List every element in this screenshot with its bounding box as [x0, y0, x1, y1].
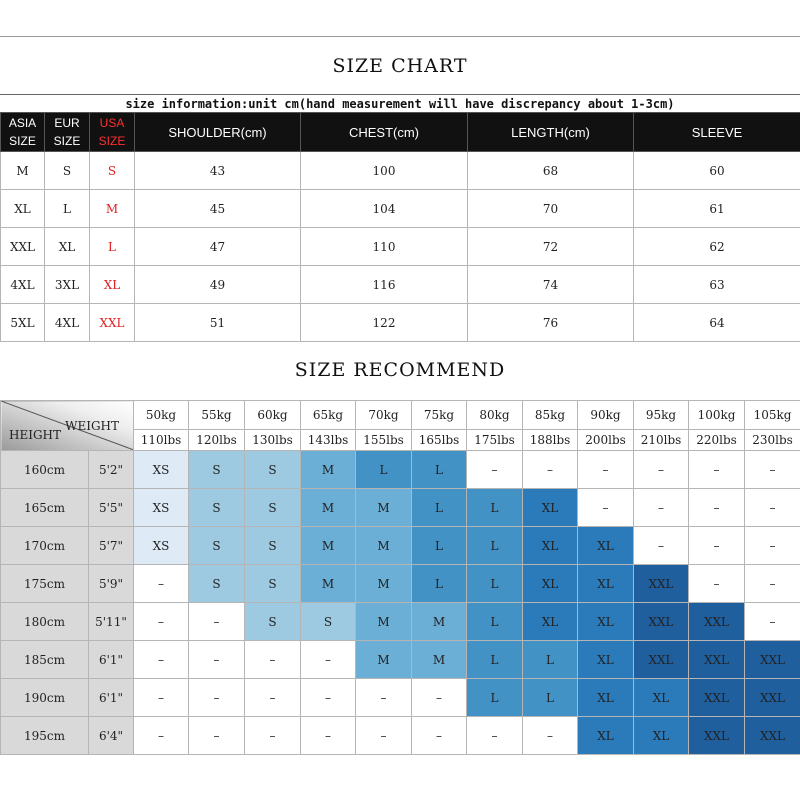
size-chart-table	[0, 112, 800, 342]
recommend-size-cell: XXL	[689, 641, 745, 679]
recommend-size-cell: –	[689, 527, 745, 565]
header-eur-line1: EUR	[54, 116, 80, 130]
recommend-size-cell: L	[412, 489, 467, 527]
recommend-size-cell: XXL	[745, 679, 800, 717]
recommend-row	[1, 565, 800, 603]
recommend-row	[1, 451, 800, 489]
recommend-size-cell: XL	[523, 603, 578, 641]
eur-size-cell: L	[45, 190, 90, 228]
recommend-size-cell: –	[634, 489, 689, 527]
recommend-size-cell: L	[467, 679, 523, 717]
size-recommend-title-text: SIZE RECOMMEND	[294, 359, 506, 381]
recommend-size-cell: –	[578, 489, 634, 527]
chest-cell: 100	[301, 152, 468, 190]
recommend-size-cell: L	[467, 489, 523, 527]
recommend-size-cell: L	[523, 641, 578, 679]
recommend-size-cell: S	[189, 527, 245, 565]
weight-kg-cell: 70kg	[356, 401, 412, 430]
size-chart-row	[1, 304, 800, 342]
recommend-size-cell: –	[745, 565, 800, 603]
usa-size-cell: S	[90, 152, 135, 190]
recommend-row	[1, 679, 800, 717]
height-ft-cell: 5'9"	[89, 565, 134, 603]
weight-lbs-cell: 130lbs	[245, 430, 301, 451]
recommend-row	[1, 641, 800, 679]
sleeve-cell: 60	[634, 152, 800, 190]
recommend-size-cell: M	[356, 641, 412, 679]
shoulder-cell: 45	[135, 190, 301, 228]
recommend-size-cell: XL	[578, 717, 634, 755]
recommend-size-cell: M	[412, 603, 467, 641]
chest-cell: 116	[301, 266, 468, 304]
recommend-row	[1, 603, 800, 641]
weight-lbs-cell: 155lbs	[356, 430, 412, 451]
recommend-size-cell: S	[245, 527, 301, 565]
header-shoulder: SHOULDER(cm)	[135, 113, 301, 152]
recommend-size-cell: –	[745, 489, 800, 527]
recommend-size-cell: –	[134, 641, 189, 679]
weight-kg-cell: 50kg	[134, 401, 189, 430]
recommend-size-cell: XXL	[745, 717, 800, 755]
recommend-size-cell: –	[134, 679, 189, 717]
recommend-size-cell: –	[523, 717, 578, 755]
size-info-note	[0, 94, 800, 114]
weight-lbs-cell: 143lbs	[301, 430, 356, 451]
size-chart-title-text: SIZE CHART	[332, 55, 468, 77]
chest-cell: 110	[301, 228, 468, 266]
recommend-size-cell: –	[356, 717, 412, 755]
recommend-size-cell: S	[189, 489, 245, 527]
height-ft-cell: 5'11"	[89, 603, 134, 641]
recommend-size-cell: –	[689, 451, 745, 489]
shoulder-cell: 47	[135, 228, 301, 266]
recommend-size-cell: XS	[134, 451, 189, 489]
recommend-size-cell: M	[301, 527, 356, 565]
size-chart-body	[1, 152, 800, 342]
weight-kg-cell: 80kg	[467, 401, 523, 430]
recommend-size-cell: L	[467, 565, 523, 603]
height-cm-cell: 195cm	[1, 717, 89, 755]
recommend-size-cell: –	[745, 603, 800, 641]
recommend-size-cell: XL	[523, 565, 578, 603]
recommend-size-cell: –	[689, 565, 745, 603]
weight-kg-row	[1, 401, 800, 430]
weight-lbs-cell: 110lbs	[134, 430, 189, 451]
recommend-size-cell: –	[412, 717, 467, 755]
recommend-size-cell: L	[467, 603, 523, 641]
recommend-size-cell: –	[634, 527, 689, 565]
recommend-size-cell: L	[467, 527, 523, 565]
height-cm-cell: 180cm	[1, 603, 89, 641]
header-chest: CHEST(cm)	[301, 113, 468, 152]
recommend-size-cell: XL	[523, 527, 578, 565]
sleeve-cell: 63	[634, 266, 800, 304]
eur-size-cell: XL	[45, 228, 90, 266]
weight-lbs-cell: 200lbs	[578, 430, 634, 451]
asia-size-cell: XL	[1, 190, 45, 228]
shoulder-cell: 49	[135, 266, 301, 304]
length-cell: 70	[468, 190, 634, 228]
length-cell: 68	[468, 152, 634, 190]
shoulder-cell: 43	[135, 152, 301, 190]
eur-size-cell: S	[45, 152, 90, 190]
eur-size-cell: 4XL	[45, 304, 90, 342]
usa-size-cell: L	[90, 228, 135, 266]
recommend-size-cell: L	[412, 565, 467, 603]
recommend-size-cell: M	[412, 641, 467, 679]
recommend-size-cell: –	[412, 679, 467, 717]
recommend-size-cell: L	[523, 679, 578, 717]
weight-kg-cell: 100kg	[689, 401, 745, 430]
weight-kg-cell: 60kg	[245, 401, 301, 430]
recommend-size-cell: XL	[634, 717, 689, 755]
usa-size-cell: XL	[90, 266, 135, 304]
usa-size-cell: XXL	[90, 304, 135, 342]
weight-kg-cell: 105kg	[745, 401, 800, 430]
size-chart-row	[1, 228, 800, 266]
recommend-size-cell: M	[356, 527, 412, 565]
header-asia-line2: SIZE	[9, 134, 36, 148]
height-cm-cell: 175cm	[1, 565, 89, 603]
recommend-size-cell: –	[634, 451, 689, 489]
asia-size-cell: 4XL	[1, 266, 45, 304]
recommend-size-cell: –	[189, 603, 245, 641]
asia-size-cell: XXL	[1, 228, 45, 266]
recommend-size-cell: S	[245, 603, 301, 641]
size-recommend-table	[0, 400, 800, 755]
weight-height-corner	[1, 401, 134, 451]
weight-kg-cell: 55kg	[189, 401, 245, 430]
recommend-size-cell: M	[301, 489, 356, 527]
size-chart-row	[1, 152, 800, 190]
recommend-size-cell: S	[301, 603, 356, 641]
recommend-size-cell: XL	[578, 565, 634, 603]
length-cell: 74	[468, 266, 634, 304]
height-ft-cell: 5'2"	[89, 451, 134, 489]
recommend-size-cell: –	[189, 641, 245, 679]
recommend-size-cell: –	[189, 717, 245, 755]
size-chart-row	[1, 190, 800, 228]
weight-lbs-cell: 175lbs	[467, 430, 523, 451]
recommend-size-cell: L	[356, 451, 412, 489]
recommend-size-cell: –	[523, 451, 578, 489]
size-info-text: size information:unit cm(hand measurement will have discrepancy about 1-3cm)	[125, 97, 675, 111]
recommend-size-cell: –	[467, 717, 523, 755]
recommend-size-cell: XL	[523, 489, 578, 527]
header-usa-size	[90, 113, 135, 152]
recommend-size-cell: L	[412, 527, 467, 565]
height-cm-cell: 190cm	[1, 679, 89, 717]
height-ft-cell: 6'1"	[89, 679, 134, 717]
shoulder-cell: 51	[135, 304, 301, 342]
recommend-row	[1, 489, 800, 527]
recommend-size-cell: XL	[634, 679, 689, 717]
eur-size-cell: 3XL	[45, 266, 90, 304]
size-recommend-body	[1, 451, 800, 755]
recommend-size-cell: –	[301, 679, 356, 717]
height-cm-cell: 160cm	[1, 451, 89, 489]
recommend-size-cell: S	[245, 489, 301, 527]
recommend-size-cell: XL	[578, 679, 634, 717]
height-cm-cell: 185cm	[1, 641, 89, 679]
height-ft-cell: 6'1"	[89, 641, 134, 679]
recommend-row	[1, 717, 800, 755]
chest-cell: 122	[301, 304, 468, 342]
weight-lbs-cell: 120lbs	[189, 430, 245, 451]
recommend-size-cell: M	[301, 451, 356, 489]
weight-lbs-cell: 210lbs	[634, 430, 689, 451]
weight-label: WEIGHT	[65, 419, 119, 433]
recommend-size-cell: XXL	[634, 603, 689, 641]
sleeve-cell: 64	[634, 304, 800, 342]
recommend-size-cell: M	[356, 565, 412, 603]
length-cell: 72	[468, 228, 634, 266]
recommend-size-cell: XXL	[634, 565, 689, 603]
weight-lbs-cell: 220lbs	[689, 430, 745, 451]
recommend-size-cell: XXL	[689, 679, 745, 717]
recommend-row	[1, 527, 800, 565]
asia-size-cell: M	[1, 152, 45, 190]
weight-lbs-cell: 188lbs	[523, 430, 578, 451]
asia-size-cell: 5XL	[1, 304, 45, 342]
recommend-size-cell: –	[467, 451, 523, 489]
header-sleeve: SLEEVE	[634, 113, 800, 152]
usa-size-cell: M	[90, 190, 135, 228]
chest-cell: 104	[301, 190, 468, 228]
recommend-size-cell: –	[134, 603, 189, 641]
weight-lbs-cell: 230lbs	[745, 430, 800, 451]
height-ft-cell: 6'4"	[89, 717, 134, 755]
height-cm-cell: 165cm	[1, 489, 89, 527]
recommend-size-cell: –	[134, 565, 189, 603]
length-cell: 76	[468, 304, 634, 342]
weight-kg-cell: 75kg	[412, 401, 467, 430]
recommend-size-cell: L	[412, 451, 467, 489]
recommend-size-cell: S	[189, 451, 245, 489]
recommend-size-cell: –	[578, 451, 634, 489]
header-length: LENGTH(cm)	[468, 113, 634, 152]
recommend-size-cell: S	[189, 565, 245, 603]
recommend-size-cell: S	[245, 565, 301, 603]
recommend-size-cell: XL	[578, 603, 634, 641]
recommend-size-cell: –	[245, 641, 301, 679]
height-label: HEIGHT	[9, 428, 62, 442]
height-cm-cell: 170cm	[1, 527, 89, 565]
weight-kg-cell: 65kg	[301, 401, 356, 430]
recommend-size-cell: XXL	[634, 641, 689, 679]
recommend-size-cell: M	[356, 603, 412, 641]
recommend-size-cell: XL	[578, 641, 634, 679]
header-usa-line1: USA	[99, 116, 125, 130]
recommend-size-cell: M	[356, 489, 412, 527]
recommend-size-cell: –	[356, 679, 412, 717]
recommend-size-cell: XL	[578, 527, 634, 565]
height-ft-cell: 5'5"	[89, 489, 134, 527]
header-eur-size	[45, 113, 90, 152]
recommend-size-cell: –	[189, 679, 245, 717]
size-chart-header-row	[1, 113, 800, 152]
weight-kg-cell: 95kg	[634, 401, 689, 430]
size-chart-title	[0, 36, 800, 95]
header-eur-line2: SIZE	[53, 134, 81, 148]
recommend-size-cell: XS	[134, 489, 189, 527]
recommend-size-cell: –	[134, 717, 189, 755]
recommend-size-cell: XS	[134, 527, 189, 565]
recommend-size-cell: XXL	[689, 603, 745, 641]
height-ft-cell: 5'7"	[89, 527, 134, 565]
weight-lbs-cell: 165lbs	[412, 430, 467, 451]
weight-kg-cell: 90kg	[578, 401, 634, 430]
size-recommend-title	[0, 342, 800, 398]
recommend-size-cell: XXL	[745, 641, 800, 679]
recommend-size-cell: –	[245, 717, 301, 755]
header-asia-size	[1, 113, 45, 152]
recommend-size-cell: M	[301, 565, 356, 603]
recommend-size-cell: –	[745, 527, 800, 565]
size-chart-row	[1, 266, 800, 304]
sleeve-cell: 62	[634, 228, 800, 266]
header-usa-line2: SIZE	[98, 134, 126, 148]
header-asia-line1: ASIA	[8, 116, 37, 130]
recommend-size-cell: –	[301, 641, 356, 679]
recommend-size-cell: –	[245, 679, 301, 717]
recommend-size-cell: XXL	[689, 717, 745, 755]
sleeve-cell: 61	[634, 190, 800, 228]
recommend-size-cell: –	[689, 489, 745, 527]
recommend-size-cell: –	[301, 717, 356, 755]
recommend-size-cell: L	[467, 641, 523, 679]
weight-kg-cell: 85kg	[523, 401, 578, 430]
recommend-size-cell: –	[745, 451, 800, 489]
recommend-size-cell: S	[245, 451, 301, 489]
